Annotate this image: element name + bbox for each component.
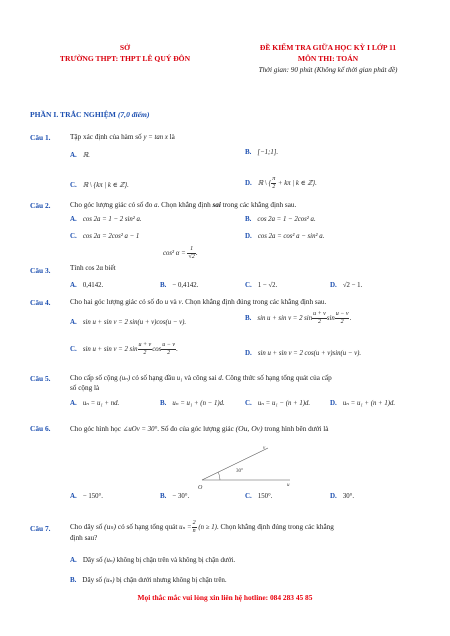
option-letter: A. (70, 215, 77, 223)
option-value: uₙ = u₁ + nd. (82, 400, 120, 407)
q7-text-mid: có số hạng tổng quát (117, 523, 178, 532)
q6-option-c[interactable] (245, 492, 272, 500)
frac-denominator: 2 (340, 319, 344, 325)
option-letter: A. (70, 281, 77, 289)
question-7-label: Câu 7. (30, 524, 51, 533)
q7-seq: (uₙ) (104, 522, 117, 532)
question-7-stem (70, 520, 334, 535)
q4-option-a[interactable] (70, 318, 186, 326)
question-4-label: Câu 4. (30, 298, 51, 307)
q2-emphasis: sai (212, 201, 221, 209)
q3-option-a[interactable] (70, 281, 103, 289)
option-value: 150°. (257, 493, 273, 500)
option-letter: D. (245, 232, 252, 240)
frac-numerator: u + v (138, 342, 152, 348)
q4-option-b[interactable] (245, 311, 351, 326)
q3-text-mid: biết (104, 264, 116, 272)
question-6-label: Câu 6. (30, 424, 51, 433)
frac-denominator: √2 (188, 254, 195, 260)
q3-option-c[interactable] (245, 281, 277, 289)
q5-text-after: . Công thức số hạng tổng quát của cấp (221, 374, 332, 382)
q7-gen-cond: (n ≥ 1) (198, 524, 217, 532)
q5-text-line2: số cộng là (70, 384, 100, 392)
question-1-label: Câu 1. (30, 133, 51, 142)
option-value: − 30°. (172, 493, 190, 500)
q1-formula: y = tan x (143, 134, 168, 141)
q7-gen-left: uₙ = (179, 524, 192, 532)
option-letter: D. (245, 179, 252, 188)
q2-option-c[interactable] (70, 232, 139, 240)
question-5-stem (70, 374, 332, 382)
option-letter: B. (70, 576, 77, 584)
option-left: sin u + sin v = 2 sin (257, 315, 313, 323)
option-value: ℝ \ {kπ | k ∈ ℤ}. (82, 182, 129, 189)
q1-option-c[interactable] (70, 181, 129, 189)
q6-text-mid: . Số đo của góc lượng giác (157, 425, 234, 433)
q5-first-term: u₁ (176, 375, 183, 382)
option-value: uₙ = u₁ + (n − 1)d. (172, 400, 225, 407)
option-value: uₙ = u₁ − (n + 1)d. (257, 400, 311, 407)
option-letter: C. (245, 399, 252, 407)
q4-text-after: . Chọn khẳng định đúng trong các khẳng định sau. (181, 298, 327, 306)
option-letter: C. (245, 281, 252, 289)
question-3-label: Câu 3. (30, 266, 51, 275)
subject-title: MÔN THI: TOÁN (297, 54, 359, 63)
label-angle: 30° (236, 469, 243, 474)
question-4-stem (70, 298, 326, 306)
angle-figure (190, 440, 310, 490)
q2-symbol: a (154, 202, 158, 209)
q4-option-d[interactable] (245, 349, 361, 357)
q5-text-before: Cho cấp số cộng (70, 374, 118, 382)
option-value: sin u + sin v = 2 sin(u + v)cos(u − v). (82, 319, 187, 326)
q7-text-line2: định sau? (70, 534, 98, 542)
frac-numerator: 1 (187, 246, 195, 254)
option-value: sin u + sin v = 2 cos(u + v)sin(u − v). (257, 350, 362, 357)
option-letter: A. (70, 492, 77, 500)
label-u: u (287, 483, 290, 488)
option-before: Dãy số (82, 576, 103, 584)
frac-denominator: 2 (272, 184, 276, 190)
exam-duration: Thời gian: 90 phút (Không kể thời gian phát đề) (258, 66, 398, 74)
option-letter: B. (160, 492, 167, 500)
frac-numerator: u − v (162, 342, 175, 348)
q7-text-before: Cho dãy số (70, 523, 103, 532)
option-value: − 0,4142. (172, 282, 199, 289)
q1-option-d[interactable] (245, 176, 317, 191)
q6-option-b[interactable] (160, 492, 189, 500)
department-label: SỞ (119, 43, 131, 52)
option-letter: A. (70, 318, 77, 326)
option-letter: B. (160, 399, 167, 407)
option-value: 0,4142. (82, 282, 104, 289)
option-right: . (176, 345, 178, 354)
option-value: [−1;1]. (257, 149, 279, 156)
q7-option-b[interactable] (70, 576, 227, 584)
option-after: không bị chặn trên và không bị chặn dưới. (116, 556, 236, 564)
q6-angle: ∠uOv = 30° (122, 426, 158, 433)
q3-option-d[interactable] (330, 281, 362, 289)
q3-text-before: Tính (70, 264, 84, 272)
option-value: cos 2a = 2cos² a − 1 (82, 233, 140, 240)
label-v: v (263, 446, 266, 451)
q4-option-c[interactable] (70, 342, 178, 357)
question-2-stem (70, 201, 296, 209)
option-letter: D. (245, 349, 252, 357)
option-letter: B. (160, 281, 167, 289)
option-left: sin u + sin v = 2 sin (82, 346, 138, 354)
angle-arc (218, 472, 220, 480)
exam-title: ĐỀ KIỂM TRA GIỮA HỌC KỲ I LỚP 11 (259, 43, 397, 52)
q4-sym-v: v (178, 299, 182, 306)
q5-option-b[interactable] (160, 399, 225, 407)
q1-option-b[interactable] (245, 148, 278, 156)
q5-option-a[interactable] (70, 399, 119, 407)
option-letter: C. (245, 492, 252, 500)
q4-text-before: Cho hai góc lượng giác có số đo (70, 298, 163, 306)
frac-numerator: u + v (313, 311, 326, 317)
option-letter: A. (70, 399, 77, 407)
q1-option-a[interactable] (70, 151, 90, 159)
question-2-label: Câu 2. (30, 201, 51, 210)
q5-common-diff: d (218, 375, 222, 382)
option-mid: sin (326, 315, 335, 323)
frac-numerator: π (272, 176, 276, 182)
option-value-after: + kπ | k ∈ ℤ}. (276, 180, 317, 188)
frac-numerator: u − v (335, 311, 349, 317)
frac-denominator: 2 (317, 319, 321, 325)
option-value: ℝ. (82, 152, 90, 159)
q6-text-after: trong hình bên dưới là (264, 425, 329, 433)
frac-denominator: n (192, 528, 196, 534)
option-value: cos 2a = cos² a − sin² a. (257, 233, 325, 240)
hotline-footer: Mọi thắc mắc vui lòng xin liên hệ hotline: 084 283 45 85 (137, 593, 313, 602)
option-mid: cos (152, 346, 162, 354)
label-o: O (198, 485, 203, 490)
option-value: uₙ = u₁ + (n + 1)d. (342, 400, 396, 407)
section-points: (7,0 điểm) (117, 110, 150, 119)
option-value: cos 2a = 1 − 2cos² a. (257, 216, 316, 223)
option-letter: B. (245, 314, 252, 323)
option-value: − 150°. (82, 493, 103, 500)
option-before: Dãy số (82, 556, 103, 564)
question-5-label: Câu 5. (30, 374, 51, 383)
option-letter: A. (70, 556, 77, 564)
q6-text-before: Cho góc hình học (70, 425, 121, 433)
q3-given-left: cos² α = (163, 250, 186, 258)
question-1-stem (70, 133, 175, 141)
school-name: TRƯỜNG THPT: THPT LÊ QUÝ ĐÔN (59, 54, 191, 63)
frac-denominator: 2 (143, 350, 147, 356)
option-letter: C. (70, 181, 77, 189)
q7-option-a[interactable] (70, 556, 235, 564)
option-value: 30°. (342, 493, 355, 500)
option-letter: B. (245, 215, 252, 223)
q7-text-after: . Chọn khẳng định đúng trong các khẳng (216, 523, 334, 532)
option-value-before: ℝ \ { (257, 180, 272, 188)
q6-pair: (Ou, Ov) (235, 424, 263, 433)
q1-text-before: Tập xác định của hàm số (70, 133, 142, 141)
q2-option-d[interactable] (245, 232, 324, 240)
q2-option-b[interactable] (245, 215, 316, 223)
option-letter: D. (330, 281, 337, 289)
option-right: . (349, 314, 352, 323)
option-letter: C. (70, 232, 77, 240)
q5-text-mid: có số hạng đầu (132, 374, 175, 382)
question-3-stem (70, 264, 116, 272)
option-value: √2 − 1. (342, 282, 363, 289)
option-letter: D. (330, 399, 337, 407)
q2-text-after: trong các khẳng định sau. (222, 201, 297, 209)
q5-option-d[interactable] (330, 399, 395, 407)
q6-option-d[interactable] (330, 492, 354, 500)
q4-text-and: và (169, 298, 177, 306)
q2-text-mid: . Chọn khẳng định (157, 201, 211, 209)
option-seq: (uₙ) (104, 557, 115, 564)
q6-option-a[interactable] (70, 492, 103, 500)
ray-ov (202, 448, 268, 480)
option-value: 1 − √2. (257, 282, 278, 289)
option-letter: B. (245, 148, 252, 156)
q5-seq: (uₙ) (119, 375, 131, 382)
section-title-text: PHẦN I. TRẮC NGHIỆM (30, 110, 116, 119)
q5-text-mid2: và công sai (184, 374, 217, 382)
q3-given: cos² α = $\frac{1}{√2}$ . (163, 246, 198, 260)
option-letter: D. (330, 492, 337, 500)
question-6-stem (70, 424, 328, 433)
option-letter: A. (70, 151, 77, 159)
q2-option-a[interactable] (70, 215, 142, 223)
q5-option-c[interactable] (245, 399, 310, 407)
q3-option-b[interactable] (160, 281, 198, 289)
option-letter: C. (70, 345, 77, 354)
frac-denominator: 2 (167, 350, 171, 356)
q1-text-after: là (169, 133, 175, 141)
q2-text-before: Cho góc lượng giác có số đo (70, 201, 153, 209)
option-seq: (uₙ) (103, 577, 115, 584)
option-after: bị chặn dưới nhưng không bị chặn trên. (116, 576, 227, 584)
option-value: cos 2a = 1 − 2 sin² a. (82, 216, 142, 223)
section-title (30, 110, 149, 119)
frac-numerator: 2 (192, 520, 196, 526)
q3-formula: cos 2α (85, 265, 104, 272)
q4-sym-u: u (164, 299, 169, 306)
